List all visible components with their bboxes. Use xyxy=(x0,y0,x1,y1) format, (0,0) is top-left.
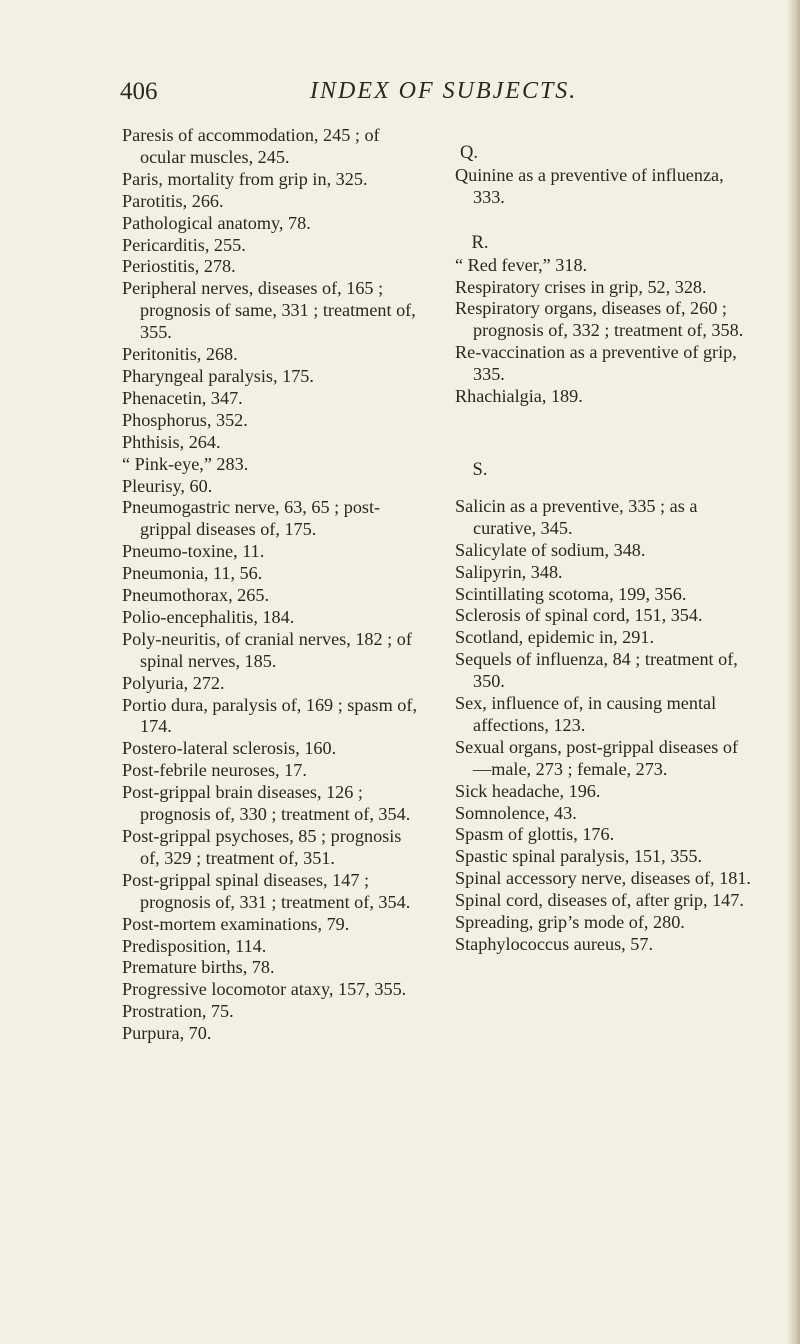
index-entry: Salipyrin, 348. xyxy=(455,561,563,582)
index-entry: Phthisis, 264. xyxy=(122,431,221,452)
section-gap xyxy=(455,408,755,460)
index-entry: Sick headache, 196. xyxy=(455,780,601,801)
index-entry: “ Pink-eye,” 283. xyxy=(122,453,249,474)
index-entry: Parotitis, 266. xyxy=(122,190,224,211)
index-column-right xyxy=(455,143,755,956)
index-entry: Salicylate of sodium, 348. xyxy=(455,539,646,560)
section-letter-r: R. xyxy=(471,232,489,253)
index-entry: Purpura, 70. xyxy=(122,1023,212,1044)
index-entry: Sclerosis of spinal cord, 151, 354. xyxy=(455,605,703,626)
index-entry: Respiratory crises in grip, 52, 328. xyxy=(455,276,707,297)
index-entry: Paresis of accommodation, 245 ; of ocular muscles, 245. xyxy=(122,125,380,167)
index-entry: Sex, influence of, in causing mental affections, 123. xyxy=(455,693,717,735)
index-entry: Somnolence, 43. xyxy=(455,802,577,823)
index-entry: Poly-neuritis, of cranial nerves, 182 ; of spinal nerves, 185. xyxy=(122,628,412,671)
index-entry: Spinal accessory nerve, diseases of, 181. xyxy=(455,868,751,889)
index-entry: Post-febrile neuroses, 17. xyxy=(122,760,307,781)
index-entry: Post-mortem examinations, 79. xyxy=(122,913,350,934)
section-gap xyxy=(455,482,755,496)
running-title: INDEX OF SUBJECTS. xyxy=(310,78,578,104)
index-entry: Post-grippal brain diseases, 126 ; prognosis of, 330 ; treatment of, 354. xyxy=(122,782,411,825)
index-entry: Spinal cord, diseases of, after grip, 147. xyxy=(455,890,744,911)
index-entry: Post-grippal psychoses, 85 ; prognosis of, 329 ; treatment of, 351. xyxy=(122,826,402,868)
index-entry: Spasm of glottis, 176. xyxy=(455,824,615,845)
index-entry: Periostitis, 278. xyxy=(122,256,236,277)
index-entry: Peritonitis, 268. xyxy=(122,344,238,365)
index-entry: Pharyngeal paralysis, 175. xyxy=(122,365,314,386)
index-entry: Spastic spinal paralysis, 151, 355. xyxy=(455,846,703,867)
page-edge-shadow xyxy=(786,0,800,1344)
index-entry: Phenacetin, 347. xyxy=(122,387,243,408)
index-entry: Polyuria, 272. xyxy=(122,672,225,693)
index-entry: Pneumonia, 11, 56. xyxy=(122,563,263,584)
index-entry: Respiratory organs, diseases of, 260 ; prognosis of, 332 ; treatment of, 358. xyxy=(455,298,744,341)
index-entry: Scintillating scotoma, 199, 356. xyxy=(455,583,687,604)
index-entry: Pathological anatomy, 78. xyxy=(122,212,311,233)
section-s-entries xyxy=(455,496,755,956)
index-entry: Prostration, 75. xyxy=(122,1001,234,1022)
index-entry: Postero-lateral sclerosis, 160. xyxy=(122,738,337,759)
index-entry: Phosphorus, 352. xyxy=(122,409,248,430)
section-gap xyxy=(455,209,755,233)
section-r-entries xyxy=(455,255,755,408)
index-entry: Peripheral nerves, diseases of, 165 ; prognosis of same, 331 ; treatment of, 355. xyxy=(122,278,416,343)
index-entry: Predisposition, 114. xyxy=(122,935,267,956)
index-entry: Paris, mortality from grip in, 325. xyxy=(122,168,368,189)
index-entry: Salicin as a preventive, 335 ; as a curative, 345. xyxy=(455,495,698,538)
index-entry: Pneumo-toxine, 11. xyxy=(122,541,265,562)
index-entry: Progressive locomotor ataxy, 157, 355. xyxy=(122,979,407,1000)
index-entry: Re-vaccination as a preventive of grip, 335. xyxy=(455,342,737,385)
index-entry: Sequels of influenza, 84 ; treatment of, 350. xyxy=(455,649,738,692)
index-entry: Staphylococcus aureus, 57. xyxy=(455,934,653,954)
index-entry: Portio dura, paralysis of, 169 ; spasm of, 174. xyxy=(122,694,418,737)
section-letter-s: S. xyxy=(472,459,488,480)
index-entry: Pneumothorax, 265. xyxy=(122,585,270,606)
index-column-left xyxy=(122,125,422,1045)
index-entry: Rhachialgia, 189. xyxy=(455,386,583,407)
index-entry: Polio-encephalitis, 184. xyxy=(122,606,295,627)
index-entry: Pleurisy, 60. xyxy=(122,475,213,496)
index-entry: Premature births, 78. xyxy=(122,957,275,978)
index-entry: Scotland, epidemic in, 291. xyxy=(455,627,655,648)
section-letter-q: Q. xyxy=(460,143,478,163)
index-entry: Quinine as a preventive of influenza, 333. xyxy=(455,164,724,207)
index-entry: Pneumogastric nerve, 63, 65 ; post-grippal diseases of, 175. xyxy=(122,497,381,540)
index-entry: Pericarditis, 255. xyxy=(122,234,246,255)
page-number: 406 xyxy=(120,78,158,105)
section-q-entries xyxy=(455,165,755,209)
page-header xyxy=(110,78,710,110)
index-entry: Sexual organs, post-grippal diseases of—male, 273 ; female, 273. xyxy=(455,736,739,779)
index-entry: Post-grippal spinal diseases, 147 ; prognosis of, 331 ; treatment of, 354. xyxy=(122,869,411,912)
index-entry: Spreading, grip’s mode of, 280. xyxy=(455,912,685,933)
index-entry: “ Red fever,” 318. xyxy=(455,254,588,275)
